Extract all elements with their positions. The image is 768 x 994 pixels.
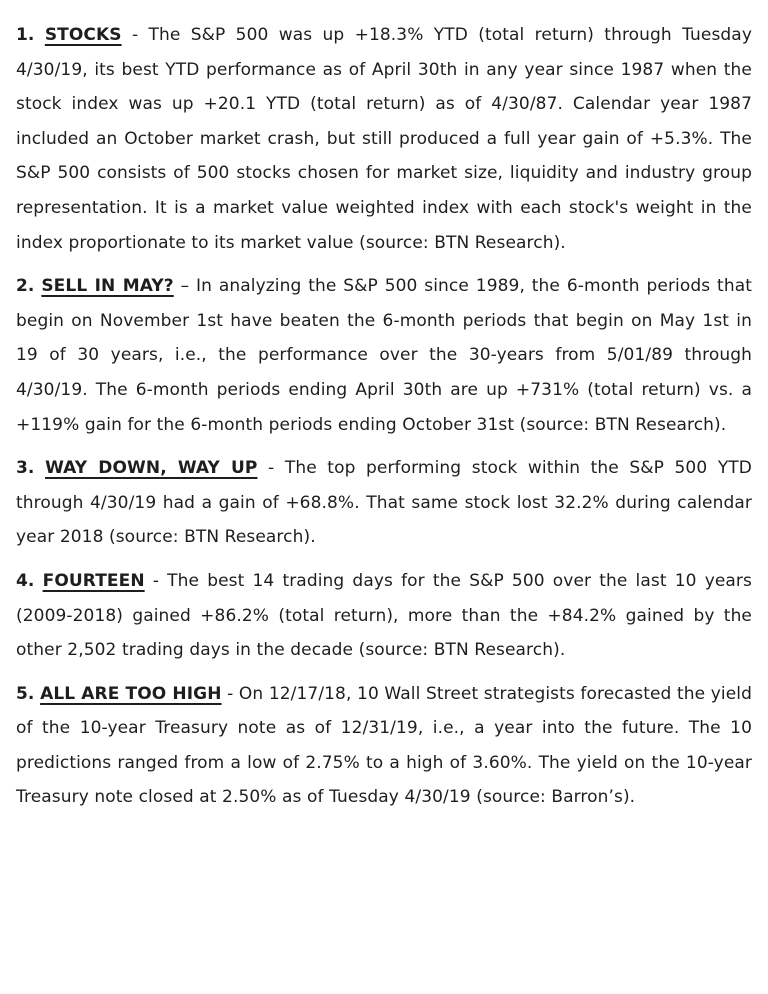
section-2-number: 2. <box>16 276 35 297</box>
section-4-body: - The best 14 trading days for the S&P 500 over the last 10 years (2009-2018) gained +86.2% (total return), more than the +84.2% gained by the other 2,502 trading days in the decade (source: BTN Research). <box>16 570 752 661</box>
section-3-body: - The top performing stock within the S&P 500 YTD through 4/30/19 had a gain of +68.8%. That same stock lost 32.2% during calendar year 2018 (source: BTN Research). <box>16 458 752 548</box>
section-2-body: – In analyzing the S&P 500 since 1989, the 6-month periods that begin on November 1st have beaten the 6-month periods that begin on May 1st in 19 of 30 years, i.e., the performance over the 30-years from 5/01/89 through 4/30/19. The 6-month periods ending April 30th are up +731% (total return) vs. a +119% gain for the 6-month periods ending October 31st (source: BTN Research). <box>16 276 752 435</box>
section-way-down-way-up <box>16 451 752 555</box>
section-fourteen <box>16 564 752 668</box>
section-3-number: 3. <box>16 458 35 479</box>
section-stocks <box>16 18 752 260</box>
section-1-number: 1. <box>16 25 35 45</box>
section-5-body: - On 12/17/18, 10 Wall Street strategists forecasted the yield of the 10-year Treasury note as of 12/31/19, i.e., a year into the future. The 10 predictions ranged from a low of 2.75% to a high of 3.60%. The yield on the 10-year Treasury note closed at 2.50% as of Tuesday 4/30/19 (source: Barron’s). <box>16 683 752 808</box>
section-1-body: - The S&P 500 was up +18.3% YTD (total return) through Tuesday 4/30/19, its best YTD performance as of April 30th in any year since 1987 when the stock index was up +20.1 YTD (total return) as of 4/30/87. Calendar year 1987 included an October market crash, but still produced a full year gain of +5.3%. The S&P 500 consists of 500 stocks chosen for market size, liquidity and industry group representation. It is a market value weighted index with each stock's weight in the index proportionate to its market value (source: BTN Research). <box>16 25 752 253</box>
section-5-number: 5. <box>16 683 35 704</box>
section-sell-in-may <box>16 269 752 442</box>
section-1-heading: STOCKS <box>44 25 122 45</box>
section-5-heading: ALL ARE TOO HIGH <box>40 683 222 704</box>
section-all-are-too-high <box>16 677 752 815</box>
section-4-heading: FOURTEEN <box>42 570 145 591</box>
section-2-heading: SELL IN MAY? <box>41 276 174 297</box>
section-4-number: 4. <box>16 570 35 591</box>
section-3-heading: WAY DOWN, WAY UP <box>45 458 258 479</box>
